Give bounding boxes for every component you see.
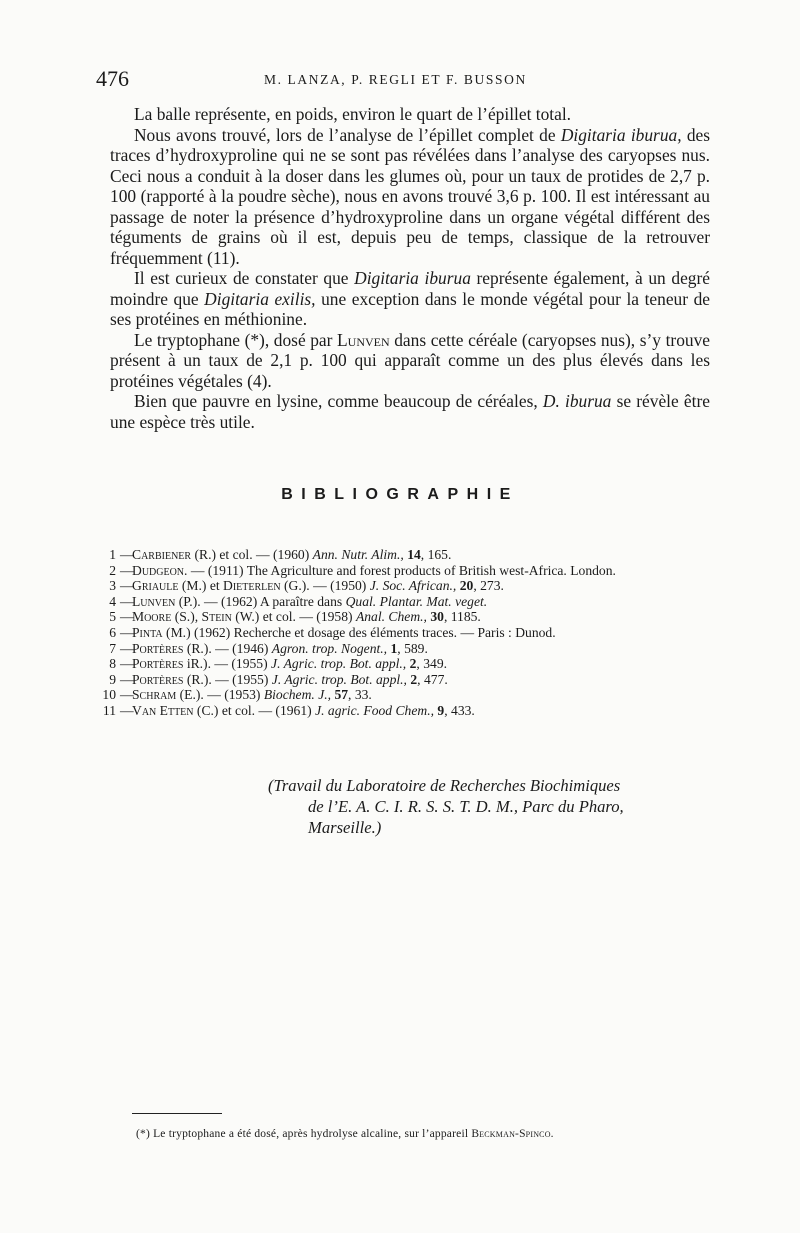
reference-journal: J. Agric. trop. Bot. appl., <box>271 671 407 687</box>
paragraph-5-text-a: Bien que pauvre en lysine, comme beaucoup de céréales, <box>134 391 543 411</box>
reference-number: 8 <box>109 656 116 672</box>
reference-number: 5 <box>109 609 116 625</box>
reference-journal: Anal. Chem., <box>355 609 427 625</box>
reference-item <box>98 625 738 641</box>
reference-author: Dieterlen <box>223 578 281 594</box>
reference-item <box>98 703 738 719</box>
reference-item <box>98 672 738 688</box>
page-number: 476 <box>96 66 129 91</box>
reference-detail: (C.) et col. — (1961) <box>193 702 316 718</box>
reference-detail: iR.). — (1955) <box>183 656 272 672</box>
reference-text <box>132 547 451 562</box>
paragraph-3-text-e: une exception dans le monde végétal pour la teneur de ses protéines en méthionine. <box>110 288 710 329</box>
reference-text <box>132 672 448 687</box>
reference-number: 9 <box>109 671 116 687</box>
reference-item <box>98 578 738 594</box>
reference-detail: (E.). — (1953) <box>176 687 264 703</box>
paragraph-3 <box>110 268 710 330</box>
reference-dash: — <box>120 578 134 594</box>
paragraph-3-text-c: représente également, à un degré moindre que <box>110 268 711 309</box>
reference-detail: (S.), <box>171 609 202 625</box>
reference-text <box>132 641 428 656</box>
reference-detail: (G.). — (1950) <box>280 578 370 594</box>
reference-volume: 57 <box>334 687 349 703</box>
reference-detail: (R.). — (1955) <box>183 671 272 687</box>
reference-text <box>132 578 504 593</box>
reference-pages: , 433. <box>444 702 475 718</box>
species-name: Digitaria iburua <box>354 268 471 288</box>
reference-journal: Qual. Plantar. Mat. veget. <box>345 593 488 609</box>
species-name: Digitaria iburua, <box>560 124 682 145</box>
reference-item <box>98 547 738 563</box>
reference-dash: — <box>120 593 134 609</box>
reference-dash: — <box>120 624 134 640</box>
reference-text <box>132 609 481 624</box>
bibliography-heading: BIBLIOGRAPHIE <box>281 486 519 503</box>
paragraph-4-text-a: Le tryptophane (*), dosé par <box>134 329 338 350</box>
reference-volume: 2 <box>410 671 418 687</box>
bibliography-list <box>98 547 738 719</box>
reference-author: Portères <box>132 656 184 672</box>
reference-detail: (R.). — (1946) <box>183 640 272 656</box>
footnote-instrument-name: Beckman-Spinco. <box>471 1128 554 1140</box>
paragraph-4-text-c: dans cette céréale (caryopses nus), s’y trouve présent à un taux de 2,1 p. 100 qui apparaît comme un des plus élevés dans les protéines végétales (4). <box>110 329 710 391</box>
paragraph-2-text-a: Nous avons trouvé, lors de l’analyse de l’épillet complet de <box>134 124 561 145</box>
reference-pages: , 273. <box>473 578 504 594</box>
reference-author: Lunven <box>132 593 176 609</box>
reference-number: 7 <box>109 640 116 656</box>
reference-author: Dudgeon. <box>132 562 188 578</box>
footnote <box>136 1128 736 1140</box>
reference-volume: 20 <box>459 578 474 594</box>
reference-number: 11 <box>102 702 116 718</box>
reference-volume: 30 <box>430 609 444 625</box>
reference-pages: , 349. <box>416 656 448 672</box>
reference-dash: — <box>120 562 134 578</box>
reference-text <box>132 625 556 640</box>
reference-detail: (M.) et <box>178 578 224 594</box>
paragraph-3-text-a: Il est curieux de constater que <box>134 268 355 288</box>
lab-note-line-1: (Travail du Laboratoire de Recherches Biochimiques <box>268 776 621 795</box>
reference-author: Moore <box>132 609 172 625</box>
reference-journal: Ann. Nutr. Alim., <box>312 547 404 562</box>
reference-detail: (W.) et col. — (1958) <box>231 609 356 625</box>
reference-journal: Biochem. J., <box>263 687 332 703</box>
reference-item <box>98 609 738 625</box>
reference-number: 1 <box>109 547 116 562</box>
reference-volume: 2 <box>409 656 417 672</box>
reference-text <box>132 594 487 609</box>
reference-pages: , 33. <box>348 687 372 703</box>
reference-item <box>98 563 738 579</box>
reference-number: 10 <box>102 687 116 703</box>
reference-dash: — <box>120 547 134 562</box>
reference-dash: — <box>120 656 134 672</box>
page-header <box>96 66 716 96</box>
reference-dash: — <box>120 640 134 656</box>
reference-item <box>98 594 738 610</box>
reference-journal: J. agric. Food Chem., <box>315 702 435 718</box>
reference-pages: , 589. <box>397 640 428 656</box>
laboratory-note <box>268 775 728 838</box>
running-head: M. LANZA, P. REGLI ET F. BUSSON <box>264 72 527 87</box>
reference-pages: , 477. <box>417 671 448 687</box>
reference-pages: , 1185. <box>443 609 481 625</box>
reference-author: Carbiener <box>132 547 192 562</box>
author-name: Lunven <box>337 329 390 350</box>
reference-pages: , 165. <box>420 547 452 562</box>
reference-item <box>98 687 738 703</box>
reference-item <box>98 641 738 657</box>
reference-number: 3 <box>109 578 116 594</box>
reference-detail: (R.) et col. — (1960) <box>191 547 313 562</box>
reference-author: Stein <box>201 609 232 625</box>
reference-author: Van Etten <box>132 702 194 718</box>
reference-author: Pinta <box>132 624 163 640</box>
footnote-rule <box>132 1113 222 1114</box>
reference-number: 4 <box>109 593 116 609</box>
reference-journal: Agron. trop. Nogent., <box>271 640 388 656</box>
reference-author: Schram <box>132 687 177 703</box>
reference-text <box>132 563 616 578</box>
paragraph-5 <box>110 391 710 432</box>
footnote-text: (*) Le tryptophane a été dosé, après hydrolyse alcaline, sur l’appareil <box>136 1128 472 1140</box>
lab-note-line-2: de l’E. A. C. I. R. S. S. T. D. M., Parc du Pharo, <box>308 797 624 816</box>
reference-number: 2 <box>109 562 116 578</box>
lab-note-line-3: Marseille.) <box>308 818 382 837</box>
paragraph-2 <box>110 125 710 269</box>
species-name: D. iburua <box>542 391 612 411</box>
paragraph-2-text-c: des traces d’hydroxyproline qui ne se sont pas révélées dans l’analyse des caryopses nus. Ceci nous a conduit à la doser dans les glumes où, pour un taux de protides de 2,7 p. 100 (rapporté à la poudre sèche), nous en avons trouvé 3,6 p. 100. Il est intéressant au passage de noter la présence d’hydroxyproline dans un organe végétal différent des téguments de grains où il est, depuis peu de temps, classique de la retrouver fréquemment (11). <box>110 124 710 268</box>
reference-journal: J. Agric. trop. Bot. appl., <box>271 656 407 672</box>
reference-dash: — <box>120 671 134 687</box>
paragraph-1-text: La balle représente, en poids, environ le quart de l’épillet total. <box>134 104 572 124</box>
reference-dash: — <box>120 702 134 718</box>
reference-journal: J. Soc. African., <box>369 578 457 594</box>
reference-volume: 9 <box>437 702 445 718</box>
reference-author: Portères <box>132 640 184 656</box>
reference-item <box>98 656 738 672</box>
paragraph-5-text-c: se révèle être une espèce très utile. <box>110 391 710 432</box>
reference-detail: — (1911) The Agriculture and forest products of British west-Africa. London. <box>187 562 616 578</box>
reference-detail: (P.). — (1962) A paraître dans <box>175 593 346 609</box>
paragraph-1 <box>110 104 710 125</box>
reference-volume: 1 <box>390 640 398 656</box>
reference-text <box>132 656 447 671</box>
species-name: Digitaria exilis, <box>204 288 316 309</box>
paragraph-4 <box>110 330 710 392</box>
reference-dash: — <box>120 687 134 703</box>
reference-author: Portères <box>132 671 184 687</box>
body-text <box>110 104 710 432</box>
reference-volume: 14 <box>407 547 421 562</box>
reference-author: Griaule <box>132 578 179 594</box>
reference-text <box>132 703 475 718</box>
reference-dash: — <box>120 609 134 625</box>
reference-text <box>132 687 372 702</box>
reference-detail: (M.) (1962) Recherche et dosage des éléments traces. — Paris : Dunod. <box>162 624 556 640</box>
reference-number: 6 <box>109 624 116 640</box>
